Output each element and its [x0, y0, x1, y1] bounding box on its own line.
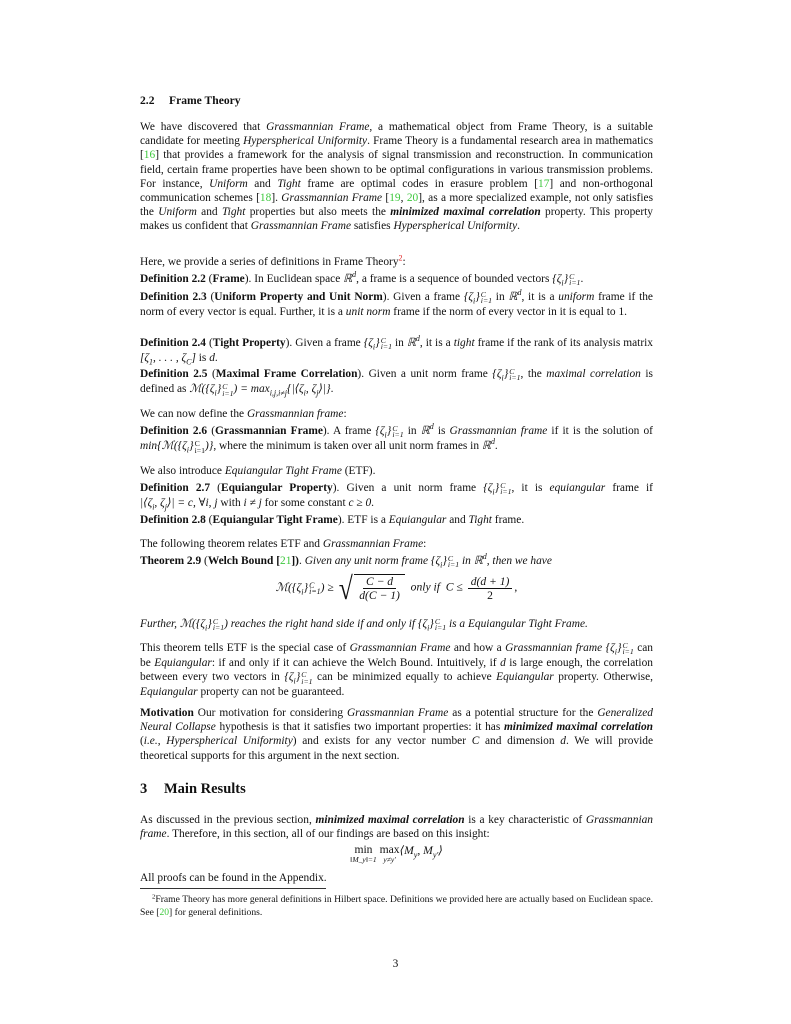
text-run: Equiangular Tight Frame [224, 465, 342, 477]
paragraph-intro [140, 120, 653, 234]
math-expression: c ≥ 0 [348, 497, 372, 510]
text-run: ]) [291, 555, 299, 567]
math-superscript: d [490, 437, 495, 447]
citation-link[interactable]: 20 [406, 192, 419, 205]
math-subscript: i=1 [222, 388, 234, 398]
math-subscript: i [205, 623, 208, 633]
text-run: ( [207, 368, 216, 380]
math-expression: C [471, 735, 480, 748]
text-run: , where the minimum is taken over all unit norm frames in [213, 440, 482, 453]
math-superscript: C [480, 289, 486, 299]
text-run: Grassmannian Frame [349, 642, 451, 654]
paragraph-theorem-explanation [140, 641, 653, 700]
footnote-divider [140, 888, 326, 889]
paragraph-theorem-intro [140, 537, 653, 551]
citation-link[interactable]: 17 [538, 177, 550, 190]
text-run: maximal correlation [546, 368, 641, 380]
text-run: Grassmannian frame [246, 408, 344, 420]
math-frame-set: $\{\zeta_i\}$ C i=1 [430, 553, 460, 570]
text-run: , the [520, 368, 547, 380]
text-run: Definition 2.5 [140, 368, 208, 380]
text-run: is a Equiangular Tight Frame. [446, 618, 588, 630]
text-run: Further, [140, 618, 180, 630]
text-run: . Therefore, in this section, all of our findings are based on this insight: [166, 828, 490, 841]
math-subscript: i [372, 342, 376, 352]
math-subscript: i=1 [194, 445, 205, 455]
text-run: properties but also meets the [245, 206, 391, 219]
text-run: with [217, 497, 244, 510]
math-subscript: i [214, 388, 217, 398]
text-run: , it is a [521, 291, 559, 303]
text-run: frame if the rank of its analysis matrix [474, 337, 653, 349]
text-run: in [391, 337, 407, 349]
text-run: Hyperspherical Uniformity [393, 220, 518, 233]
text-run: Given any unit norm frame [304, 555, 431, 567]
text-run: in [492, 291, 509, 303]
text-run: property. This property makes us confident that [140, 206, 653, 233]
text-run: : if and only if it can achieve the Welch Bound. Intuitively, if [211, 657, 501, 670]
text-run: equiangular [549, 482, 606, 494]
definition-2-7 [140, 481, 653, 510]
text-run: . [298, 555, 305, 567]
math-expression: $\min\{ℳ(\{\zeta_i$ [140, 440, 189, 455]
text-run: We can now define the [140, 408, 247, 420]
definition-2-5 [140, 367, 653, 397]
text-run: frame if the norm of every vector is equal. Further, it is a [140, 291, 653, 319]
text-run: frame if [605, 482, 653, 494]
text-run: Definition 2.4 [140, 337, 206, 349]
math-expression: ) [224, 618, 228, 630]
text-run: Grassmannian Frame [322, 538, 424, 550]
text-run: . [580, 273, 584, 285]
text-run: ] that provides a framework for the analysis of signal transmission and reconstruction. In communication field, certain frame properties have been shown to be optimal configurations in various transmission problems. For instance, [140, 149, 653, 190]
text-run: ] for general definitions. [169, 906, 263, 918]
math-frame-set: $\{\zeta_i\}$ C i=1 [605, 640, 634, 657]
citation-link[interactable]: 18 [259, 192, 272, 205]
definition-2-6 [140, 424, 653, 454]
citation-link[interactable]: 16 [143, 149, 156, 162]
math-expression: ⟩|} [318, 383, 331, 396]
text-run: satisfies [351, 220, 394, 233]
text-run: ). ETF is a [337, 514, 389, 526]
text-run: is [195, 352, 210, 365]
paragraph-discussed [140, 813, 653, 841]
math-subscript: i [186, 445, 189, 455]
math-expression: ℳ( [189, 383, 206, 396]
math-expression: ℝ$^d$ [481, 437, 495, 453]
math-superscript: C [301, 670, 307, 680]
text-run: is [433, 425, 450, 437]
math-subscript: i=1 [434, 623, 447, 633]
text-run: This theorem tells ETF is the special case of [140, 642, 350, 654]
text-run: . [330, 383, 334, 396]
text-run: ). Given a unit norm frame [357, 368, 493, 380]
text-run: Hyperspherical Uniformity [243, 135, 368, 148]
text-run: and [446, 514, 469, 526]
math-superscript: C [222, 381, 228, 391]
insight-equation: min ‖M_y‖=1 max y≠y′ $⟨M_y$, $M_{y'}⟩$ [350, 843, 443, 864]
text-run: ( [210, 482, 221, 494]
math-frame-set: $\{\zeta_i\}$ C i=1 [205, 381, 234, 398]
math-scripts [569, 271, 581, 288]
text-run: Tight [221, 206, 246, 219]
text-run: Uniform Property and Unit Norm [214, 291, 383, 303]
math-frame-set: $\{\zeta_i\}$ C i=1 [363, 335, 392, 352]
math-superscript: C [392, 423, 398, 433]
section-heading-3: 3 Main Results [140, 781, 246, 797]
text-run: As discussed in the previous section, [140, 814, 316, 826]
welch-lhs: $ℳ(\{\zeta_i\}$ C i=1 ) ≥ [275, 580, 334, 597]
math-subscript: i [473, 296, 476, 306]
text-run: for some constant [261, 497, 349, 510]
text-run: (ETF). [341, 465, 376, 477]
text-run: Frame Theory has more general definitions in Hilbert space. Definitions we provided here are actually based on Euclidean space. See [ [140, 894, 653, 918]
math-expression: ℝ$^d$ [508, 288, 522, 303]
text-run: Hyperspherical Uniformity [166, 735, 293, 748]
text-run: : [423, 538, 427, 550]
math-scripts [447, 553, 460, 570]
text-run: , [157, 735, 167, 748]
math-scripts [509, 366, 521, 383]
math-subscript: i=1 [392, 430, 404, 440]
math-scripts [480, 289, 493, 306]
text-run: Definition 2.7 [140, 482, 211, 494]
text-run: Tight [277, 177, 301, 190]
definition-2-4 [140, 336, 653, 365]
math-expression: ℝ$^d$ [420, 422, 434, 437]
math-expression: ℝ$^d$ [473, 552, 487, 567]
math-expression: , . . . , $\zeta_C$ [153, 352, 192, 367]
citation-link[interactable]: 21 [280, 555, 292, 567]
text-run: We also introduce [140, 465, 225, 477]
math-expression: i ≠ j [243, 497, 262, 510]
math-subscript: i=1 [212, 623, 225, 633]
text-run: Grassmannian Frame [281, 192, 383, 205]
math-scripts [212, 616, 225, 633]
text-run: Uniform [158, 206, 197, 219]
text-run: Frame [212, 273, 245, 285]
math-expression: $|⟨\zeta_i$ [140, 497, 155, 512]
text-run: ). A frame [322, 425, 376, 437]
text-run: Grassmannian frame [449, 425, 548, 437]
text-run: ( [207, 425, 215, 437]
paragraph-further [140, 617, 653, 632]
fraction-bound: $\frac{d(d + 1)}{2}$ [468, 575, 513, 602]
math-expression: ⟩| = c, ∀i, j [166, 497, 218, 510]
text-run: Equiangular [140, 686, 198, 699]
math-subscript: i=1 [380, 342, 392, 352]
text-run: , [400, 192, 407, 205]
math-scripts [380, 335, 392, 352]
text-run: , then we have [486, 555, 552, 567]
text-run: minimized maximal correlation [315, 814, 465, 826]
math-superscript: C [622, 640, 628, 650]
math-subscript: i=1 [447, 560, 460, 570]
text-run: The following theorem relates ETF and [140, 538, 323, 550]
text-run: Equiangular Tight Frame [212, 514, 338, 526]
paragraph-grassmannian-intro [140, 407, 653, 421]
text-run: unit norm [345, 306, 391, 319]
text-run: ( [205, 273, 213, 285]
math-frame-set: $\{\zeta_i\}$ C i=1 [483, 480, 512, 497]
math-scripts [392, 423, 404, 440]
math-subscript: i [303, 388, 306, 398]
text-run: property can not be guaranteed. [197, 686, 345, 699]
text-run: frame. [491, 514, 525, 526]
text-run: hypothesis is that it satisfies two important properties: it has [215, 721, 504, 734]
definition-2-8 [140, 513, 653, 527]
text-run: We have discovered that [140, 121, 267, 133]
math-superscript: d [429, 422, 434, 432]
math-superscript: d [415, 334, 420, 344]
text-run: Here, we provide a series of definitions in Frame Theory [140, 256, 399, 268]
citation-link[interactable]: 20 [159, 906, 170, 918]
math-expression: d [209, 352, 215, 365]
math-frame-set: $\{\zeta_i\}$ C i=1 [195, 616, 225, 633]
text-run: . [517, 220, 520, 233]
paragraph-proofs [140, 871, 653, 885]
math-superscript: C [380, 335, 386, 345]
text-run: Equiangular [496, 671, 554, 684]
math-subscript: i=1 [569, 278, 581, 288]
math-scripts [434, 616, 447, 633]
math-superscript: d [482, 552, 487, 562]
text-run: ). Given a frame [382, 291, 464, 303]
math-subscript: i [492, 487, 495, 497]
math-subscript: i=1 [480, 296, 493, 306]
math-frame-set: $\{\zeta_i\}$ C i=1 [375, 423, 404, 440]
math-scripts [301, 672, 312, 685]
text-run: uniform [558, 291, 595, 303]
math-superscript: C [509, 366, 515, 376]
text-run: Uniform [209, 177, 248, 190]
math-subscript: i=1 [622, 647, 634, 657]
text-run: , a mathematical object from Frame Theory, is a suitable candidate for meeting [140, 121, 653, 148]
paragraph-etf-intro [140, 464, 653, 478]
text-run: ( [206, 291, 215, 303]
text-run: Grassmannian frame [140, 814, 653, 841]
text-run: is a key characteristic of [464, 814, 586, 826]
math-expression: {$|⟨\zeta_i$ [286, 383, 306, 398]
text-run: ], as a more specialized example, not only satisfies the [140, 192, 653, 219]
text-run: Welch Bound [ [207, 555, 280, 567]
text-run: Grassmannian Frame [266, 121, 370, 133]
text-run: Definition 2.6 [140, 425, 208, 437]
math-expression: ℳ( [179, 618, 196, 630]
text-run: . [494, 440, 498, 453]
text-run: if it is the solution of [547, 425, 653, 437]
text-run: Equiangular [154, 657, 212, 670]
sqrt-term: √ $\frac{C - d}{d(C - 1)}$ [337, 572, 405, 604]
text-run: minimized maximal correlation [503, 721, 653, 734]
math-subscript: i [384, 430, 387, 440]
math-scripts [500, 480, 512, 497]
text-run: ( [205, 337, 213, 349]
text-run: ). Given a frame [285, 337, 364, 349]
text-run: Maximal Frame Correlation [215, 368, 358, 380]
text-run: Theorem 2.9 [140, 555, 202, 567]
text-run: is large enough, the correlation between every two vectors in [140, 657, 653, 684]
math-expression: ] [191, 352, 196, 365]
text-run: ( [205, 514, 213, 526]
math-subscript: i [152, 502, 155, 512]
definition-2-2 [140, 272, 653, 287]
text-run: and [247, 177, 278, 190]
text-run: can be [140, 642, 653, 670]
text-run: Grassmannian frame [505, 642, 603, 654]
math-frame-set: $\{\zeta_i\}$ C i=1 [492, 366, 521, 383]
text-run: frame are optimal codes in erasure problem [ [300, 177, 538, 190]
text-run: as a potential structure for the [448, 707, 598, 719]
math-subscript: i=1 [301, 676, 313, 686]
text-run: : [402, 256, 406, 268]
text-run: . Frame Theory is a fundamental research area in mathematics [ [140, 135, 654, 162]
math-superscript: C [212, 616, 218, 626]
text-run: Grassmannian Frame [214, 425, 323, 437]
math-subscript: j [316, 388, 319, 398]
theorem-2-9 [140, 554, 653, 569]
text-run: Generalized Neural Collapse [140, 707, 653, 734]
text-run: Equiangular Property [220, 482, 333, 494]
text-run: [ [382, 192, 390, 205]
text-run: and how a [450, 642, 506, 654]
math-expression: )} [204, 440, 214, 453]
text-run: and [196, 206, 222, 219]
text-run: . [371, 497, 375, 510]
text-run: Tight [468, 514, 492, 526]
math-expression: [$\zeta_1$ [140, 352, 154, 367]
math-superscript: C [569, 271, 575, 281]
text-run: Definition 2.8 [140, 514, 206, 526]
text-run: in [403, 425, 421, 437]
text-run: All proofs can be found in the Appendix. [140, 872, 327, 884]
text-run: property. Otherwise, [553, 671, 654, 684]
text-run: Definition 2.2 [140, 273, 206, 285]
text-run: in [459, 555, 474, 567]
text-run: ( [201, 555, 208, 567]
paragraph-definitions-intro [140, 255, 653, 269]
text-run: ]. [271, 192, 282, 205]
citation-link[interactable]: 19 [389, 192, 401, 205]
text-run: , it is a [419, 337, 454, 349]
text-run: frame if the norm of every vector in it is equal to 1. [390, 306, 628, 319]
text-run: , it is [511, 482, 550, 494]
math-subscript: i [293, 676, 296, 686]
math-expression: , $\zeta_j$ [305, 383, 319, 398]
footnote-2: $^2$Frame Theory has more general definitions in Hilbert space. Definitions we provided here are actually based on Euclidean space. See [20] for general definitions. [140, 893, 653, 918]
math-subscript: i [561, 278, 564, 288]
text-run: can be minimized equally to achieve [312, 671, 497, 684]
math-superscript: C [434, 616, 441, 626]
text-run: : [343, 408, 347, 420]
definition-2-3 [140, 290, 653, 319]
math-subscript: 1 [149, 357, 154, 367]
math-expression: } [189, 440, 194, 453]
paragraph-motivation [140, 706, 653, 763]
text-run: ( [140, 735, 144, 748]
math-subscript: i [427, 623, 430, 633]
text-run: ) and exists for any vector number [292, 735, 472, 748]
text-run: ). In Euclidean space [244, 273, 344, 285]
text-run: Tight Property [212, 337, 286, 349]
math-frame-set: $\{\zeta_i\}$ C i=1 [552, 271, 581, 288]
section-heading-2-2: 2.2 Frame Theory [140, 94, 241, 107]
math-expression: d [500, 657, 506, 670]
math-expression: ℝ$^d$ [406, 334, 420, 349]
math-expression: ℝ$^d$ [343, 270, 357, 285]
welch-bound-equation: $ℳ(\{\zeta_i\}$ C i=1 ) ≥ √ $\frac{C - d}{d(C - 1)}$ only if C ≤ $\frac{d(d + 1)}{2}$ , [275, 570, 518, 606]
math-frame-set: $\{\zeta_i\}$ C i=1 [284, 670, 313, 686]
text-run: . We will provide theoretical supports for this argument in the next section. [140, 735, 654, 762]
math-scripts [222, 381, 234, 398]
math-superscript: C [500, 480, 506, 490]
math-subscript: i [501, 373, 504, 383]
math-expression: d [560, 735, 566, 748]
text-run: Grassmannian Frame [346, 707, 449, 719]
math-superscript: d [352, 270, 357, 280]
text-run: . [214, 352, 218, 365]
text-run: tight [453, 337, 475, 349]
text-run: Grassmannian Frame [250, 220, 352, 233]
text-run: Motivation [140, 707, 194, 719]
math-subscript: i,j,i≠j [269, 388, 287, 398]
text-run: , a frame is a sequence of bounded vectors [356, 273, 553, 285]
math-subscript: i=1 [500, 487, 512, 497]
page-number: 3 [392, 958, 399, 970]
text-run: Our motivation for considering [193, 707, 347, 719]
text-run: Definition 2.3 [140, 291, 207, 303]
math-expression: ) = $\max_{i,j,i\ne j}$ [233, 383, 287, 398]
math-superscript: d [517, 288, 522, 298]
math-subscript: C [186, 357, 192, 367]
math-subscript: i [614, 647, 617, 657]
math-scripts [622, 640, 634, 657]
text-run: reaches the right hand side if and only if [227, 618, 418, 630]
text-run: i.e. [143, 735, 158, 748]
math-scripts [194, 438, 205, 455]
math-frame-set: $\{\zeta_i\}$ C i=1 [463, 289, 493, 306]
text-run: minimized maximal correlation [390, 206, 541, 219]
text-run: and dimension [479, 735, 561, 748]
math-subscript: j [164, 502, 167, 512]
math-subscript: i=1 [509, 373, 521, 383]
text-run: ] and non-orthogonal communication schemes [ [140, 177, 653, 205]
math-subscript: i [440, 560, 443, 570]
text-run: is defined as [140, 368, 653, 396]
text-run: Equiangular [388, 514, 447, 526]
math-superscript: C [447, 553, 454, 563]
math-superscript: C [194, 438, 200, 448]
math-expression: , $\zeta_j$ [154, 497, 167, 512]
text-run: ). Given a unit norm frame [332, 482, 484, 494]
math-frame-set: $\{\zeta_i\}$ C i=1 [417, 616, 447, 633]
footnote-marker[interactable]: 2 [398, 253, 403, 263]
radical-sign: √ [338, 570, 353, 606]
